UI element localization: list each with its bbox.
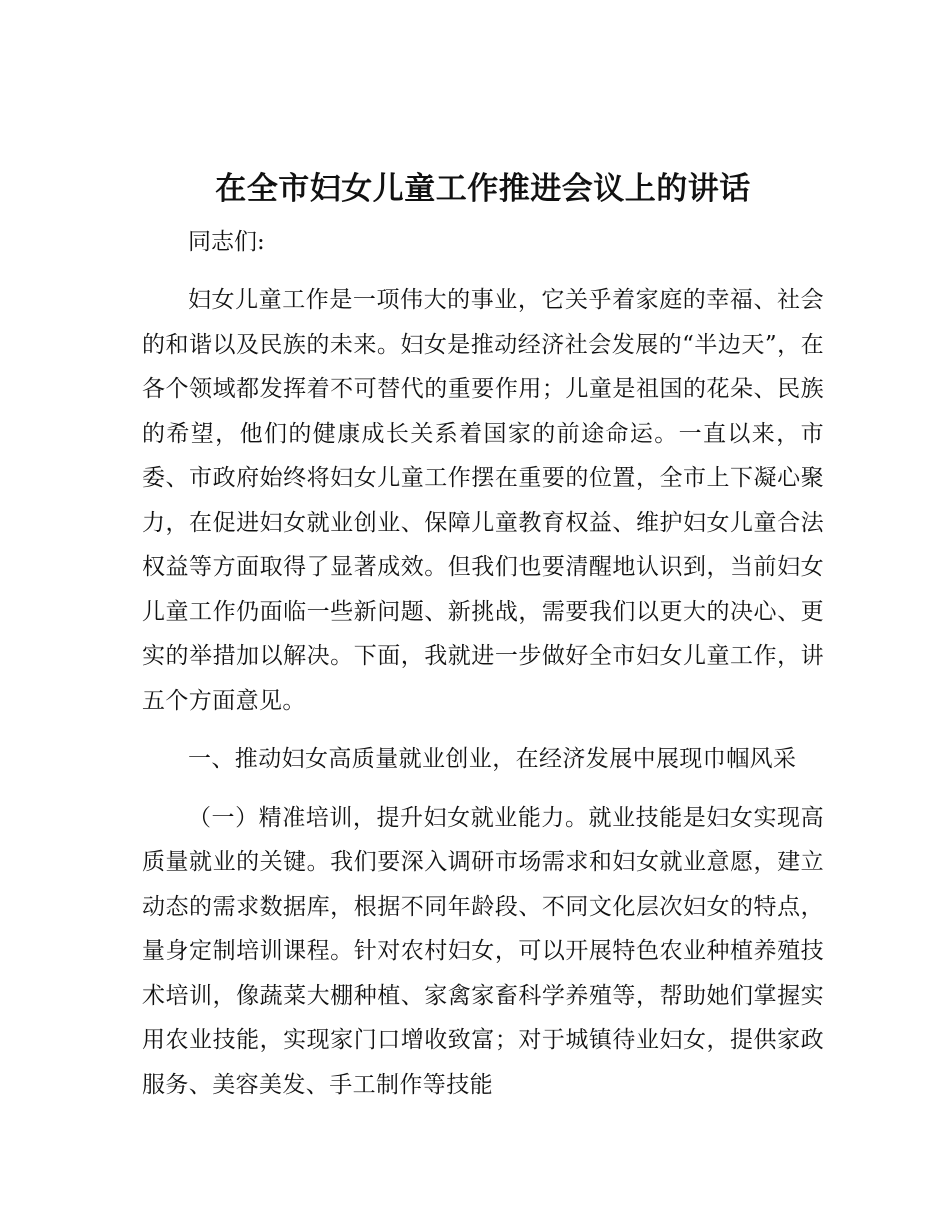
document-body xyxy=(142,168,824,1107)
salutation: 同志们: xyxy=(188,229,265,255)
paragraph-intro: 妇女儿童工作是一项伟大的事业，它关乎着家庭的幸福、社会的和谐以及民族的未来。妇女是推动经济社会发展的“半边天”，在各个领域都发挥着不可替代的重要作用；儿童是祖国的花朵、民族的希望，他们的健康成长关系着国家的前途命运。一直以来，市委、市政府始终将妇女儿童工作摆在重要的位置，全市上下凝心聚力，在促进妇女就业创业、保障儿童教育权益、维护妇女儿童合法权益等方面取得了显著成效。但我们也要清醒地认识到，当前妇女儿童工作仍面临一些新问题、新挑战，需要我们以更大的决心、更实的举措加以解决。下面，我就进一步做好全市妇女儿童工作，讲五个方面意见。 xyxy=(142,287,824,714)
section-heading-1: 一、推动妇女高质量就业创业，在经济发展中展现巾帼风采 xyxy=(188,746,797,772)
paragraph-subsection-1: （一）精准培训，提升妇女就业能力。就业技能是妇女实现高质量就业的关键。我们要深入调研市场需求和妇女就业意愿，建立动态的需求数据库，根据不同年龄段、不同文化层次妇女的特点，量身定制培训课程。针对农村妇女，可以开展特色农业种植养殖技术培训，像蔬菜大棚种植、家禽家畜科学养殖等，帮助她们掌握实用农业技能，实现家门口增收致富；对于城镇待业妇女，提供家政服务、美容美发、手工制作等技能 xyxy=(142,804,824,1098)
document-title: 在全市妇女儿童工作推进会议上的讲话 xyxy=(215,171,751,207)
